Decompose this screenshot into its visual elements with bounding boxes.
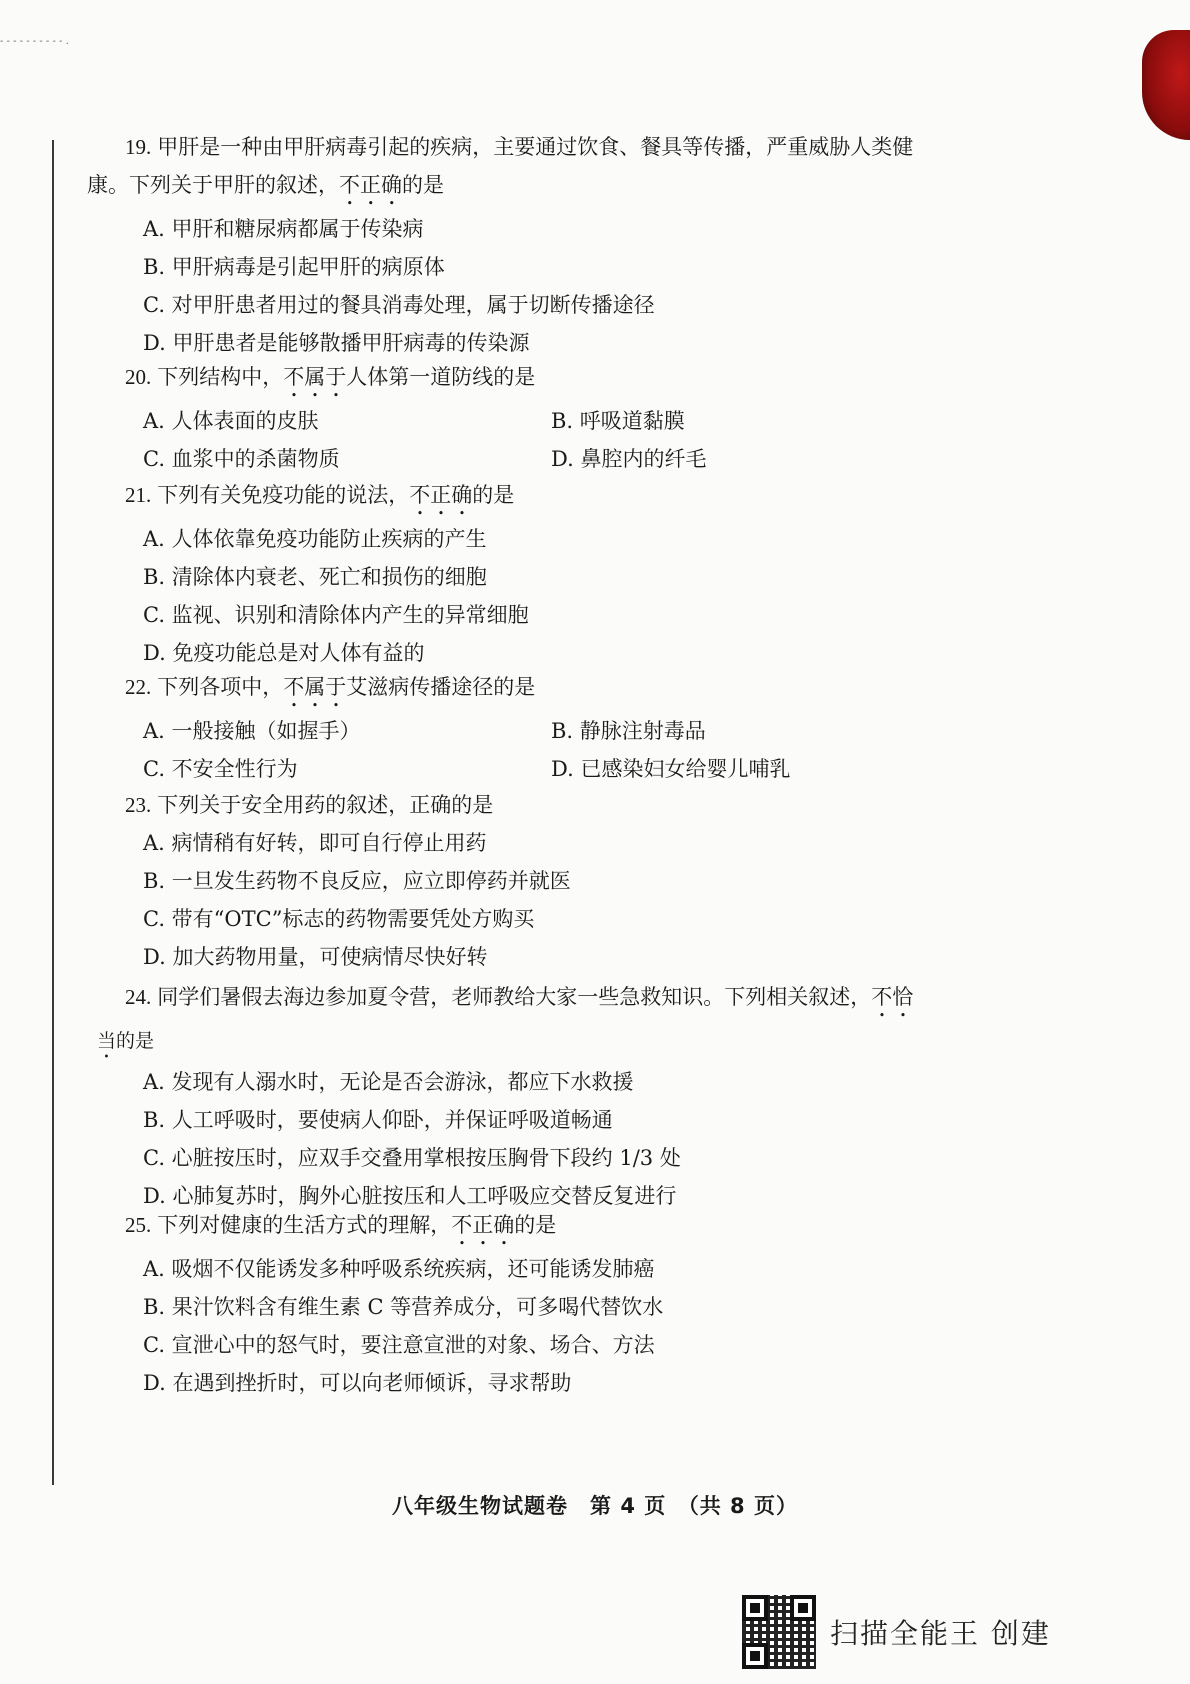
page-footer: 八年级生物试题卷 第 4 页 （共 8 页） (392, 1494, 798, 1518)
option-row (125, 712, 995, 750)
emphasized-text: 当 (97, 1030, 117, 1052)
option-a: A. 吸烟不仅能诱发多种呼吸系统疾病，还可能诱发肺癌 (143, 1257, 655, 1281)
option-d: D. 免疫功能总是对人体有益的 (143, 641, 425, 665)
option-a: A. 一般接触（如握手） (143, 719, 361, 743)
option-a: A. 病情稍有好转，即可自行停止用药 (143, 831, 487, 855)
question-stem: 24. 同学们暑假去海边参加夏令营，老师教给大家一些急救知识。下列相关叙述，不恰 (125, 985, 914, 1009)
option-row (125, 440, 995, 478)
qr-code-icon (742, 1595, 816, 1669)
question-20 (125, 358, 995, 478)
option-b: B. 清除体内衰老、死亡和损伤的细胞 (143, 565, 487, 589)
option-c: C. 心脏按压时，应双手交叠用掌根按压胸骨下段约 1/3 处 (143, 1146, 681, 1170)
emphasized-text: 不正确 (409, 483, 473, 507)
question-19 (87, 128, 995, 362)
question-21 (125, 476, 995, 672)
option-a: A. 发现有人溺水时，无论是否会游泳，都应下水救援 (143, 1070, 634, 1094)
question-stem: 25. 下列对健康的生活方式的理解，不正确的是 (125, 1213, 557, 1237)
option-b: B. 一旦发生药物不良反应，应立即停药并就医 (143, 869, 571, 893)
question-24 (97, 978, 995, 1215)
emphasized-text: 不正确 (451, 1213, 515, 1237)
margin-line (52, 140, 54, 1485)
option-c: C. 血浆中的杀菌物质 (143, 447, 340, 471)
option-b: B. 人工呼吸时，要使病人仰卧，并保证呼吸道畅通 (143, 1108, 613, 1132)
question-stem: 19. 甲肝是一种由甲肝病毒引起的疾病，主要通过饮食、餐具等传播，严重威胁人类健 (125, 135, 914, 159)
option-d: D. 心肺复苏时，胸外心脏按压和人工呼吸应交替反复进行 (143, 1184, 677, 1208)
scanner-watermark (742, 1595, 1051, 1669)
option-d: D. 甲肝患者是能够散播甲肝病毒的传染源 (143, 331, 530, 355)
option-c: C. 监视、识别和清除体内产生的异常细胞 (143, 603, 529, 627)
option-d: D. 在遇到挫折时，可以向老师倾诉，寻求帮助 (143, 1371, 572, 1395)
emphasized-text: 不属于 (283, 675, 347, 699)
option-c: C. 不安全性行为 (143, 757, 298, 781)
option-d: D. 鼻腔内的纤毛 (551, 447, 707, 471)
emphasized-text: 不正确 (339, 173, 402, 197)
question-25 (125, 1206, 995, 1402)
option-row (125, 402, 995, 440)
option-row (125, 750, 995, 788)
question-stem: 21. 下列有关免疫功能的说法，不正确的是 (125, 483, 515, 507)
question-stem-continued: 康。下列关于甲肝的叙述，不正确的是 (87, 173, 444, 197)
option-b: B. 果汁饮料含有维生素 C 等营养成分，可多喝代替饮水 (143, 1295, 664, 1319)
option-d: D. 已感染妇女给婴儿哺乳 (551, 757, 791, 781)
question-stem-continued: 当的是 (97, 1030, 155, 1052)
option-c: C. 对甲肝患者用过的餐具消毒处理，属于切断传播途径 (143, 293, 655, 317)
option-a: A. 甲肝和糖尿病都属于传染病 (143, 217, 424, 241)
scanner-text: 扫描全能王 创建 (830, 1617, 1051, 1650)
option-d: D. 加大药物用量，可使病情尽快好转 (143, 945, 488, 969)
question-stem: 22. 下列各项中，不属于艾滋病传播途径的是 (125, 675, 536, 699)
option-b: B. 呼吸道黏膜 (551, 409, 685, 433)
option-c: C. 带有“OTC”标志的药物需要凭处方购买 (143, 907, 535, 931)
emphasized-text: 不属于 (283, 365, 347, 389)
question-22 (125, 668, 995, 788)
option-a: A. 人体表面的皮肤 (143, 409, 319, 433)
option-a: A. 人体依靠免疫功能防止疾病的产生 (143, 527, 487, 551)
question-23 (125, 786, 995, 976)
red-corner-mark (1142, 30, 1190, 140)
question-stem: 20. 下列结构中，不属于人体第一道防线的是 (125, 365, 536, 389)
emphasized-text: 不恰 (871, 985, 914, 1009)
corner-scan-mark: - - - - - - - - - - . (0, 36, 69, 47)
option-b: B. 静脉注射毒品 (551, 719, 706, 743)
option-b: B. 甲肝病毒是引起甲肝的病原体 (143, 255, 445, 279)
question-stem: 23. 下列关于安全用药的叙述，正确的是 (125, 793, 494, 817)
option-c: C. 宣泄心中的怒气时，要注意宣泄的对象、场合、方法 (143, 1333, 655, 1357)
